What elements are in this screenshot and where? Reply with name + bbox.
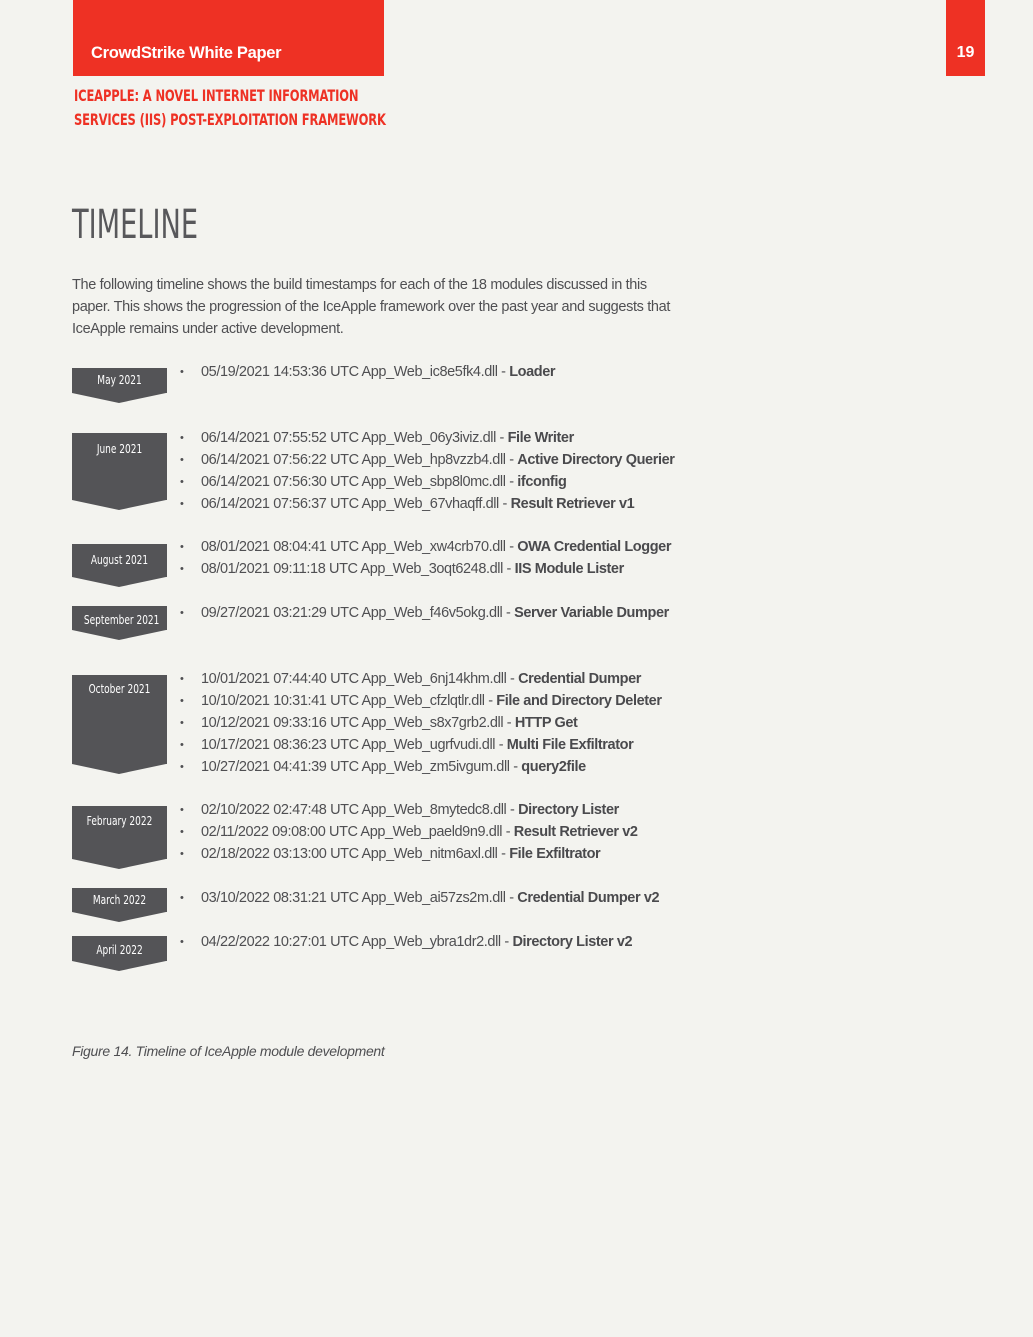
timeline-entries-june-2021 — [180, 427, 675, 515]
timeline-tag-october-2021 — [72, 675, 167, 764]
list-item: • 10/12/2021 09:33:16 UTC App_Web_s8x7grb2.dll - HTTP Get — [180, 712, 662, 734]
page-number: 19 — [956, 44, 975, 61]
timeline-entries-march-2022 — [180, 887, 659, 909]
timeline-tag-may-2021 — [72, 368, 167, 393]
list-item: • 05/19/2021 14:53:36 UTC App_Web_ic8e5fk4.dll - Loader — [180, 361, 555, 383]
subtitle-line-2: SERVICES (IIS) POST-EXPLOITATION FRAMEWORK — [74, 110, 386, 129]
timeline-tag-label: August 2021 — [90, 553, 149, 567]
timeline-entries-september-2021 — [180, 602, 669, 624]
timeline-tag-label: October 2021 — [88, 682, 151, 696]
list-item: • 08/01/2021 08:04:41 UTC App_Web_xw4crb70.dll - OWA Credential Logger — [180, 536, 671, 558]
list-item: • 04/22/2022 10:27:01 UTC App_Web_ybra1dr2.dll - Directory Lister v2 — [180, 931, 632, 953]
brand-title: CrowdStrike White Paper — [91, 44, 282, 62]
timeline-tag-label: February 2022 — [86, 814, 153, 828]
page-number-box — [946, 0, 985, 76]
intro-paragraph: The following timeline shows the build timestamps for each of the 18 modules discussed in this paper. This shows the progression of the IceApple framework over the past year and suggests that IceApple remains under active development. — [72, 277, 671, 337]
timeline-tag-august-2021 — [72, 544, 167, 577]
timeline-tag-label: September 2021 — [83, 613, 160, 627]
list-item: • 03/10/2022 08:31:21 UTC App_Web_ai57zs2m.dll - Credential Dumper v2 — [180, 887, 659, 909]
document-subtitle — [74, 84, 386, 132]
timeline-tag-february-2022 — [72, 806, 167, 859]
list-item: • 06/14/2021 07:56:37 UTC App_Web_67vhaqff.dll - Result Retriever v1 — [180, 493, 675, 515]
list-item: • 08/01/2021 09:11:18 UTC App_Web_3oqt6248.dll - IIS Module Lister — [180, 558, 671, 580]
list-item: • 10/10/2021 10:31:41 UTC App_Web_cfzlqtlr.dll - File and Directory Deleter — [180, 690, 662, 712]
list-item: • 10/27/2021 04:41:39 UTC App_Web_zm5ivgum.dll - query2file — [180, 756, 662, 778]
list-item: • 02/11/2022 09:08:00 UTC App_Web_paeld9n9.dll - Result Retriever v2 — [180, 821, 638, 843]
list-item: • 06/14/2021 07:56:30 UTC App_Web_sbp8l0mc.dll - ifconfig — [180, 471, 675, 493]
list-item: • 10/17/2021 08:36:23 UTC App_Web_ugrfvudi.dll - Multi File Exfiltrator — [180, 734, 662, 756]
header-brand-box — [73, 0, 384, 76]
timeline-tag-label: May 2021 — [97, 373, 142, 387]
timeline-tag-june-2021 — [72, 433, 167, 500]
list-item: • 09/27/2021 03:21:29 UTC App_Web_f46v5okg.dll - Server Variable Dumper — [180, 602, 669, 624]
section-title: TIMELINE — [72, 202, 199, 248]
list-item: • 02/10/2022 02:47:48 UTC App_Web_8mytedc8.dll - Directory Lister — [180, 799, 638, 821]
timeline-tag-april-2022 — [72, 936, 167, 961]
list-item: • 10/01/2021 07:44:40 UTC App_Web_6nj14khm.dll - Credential Dumper — [180, 668, 662, 690]
list-item: • 06/14/2021 07:55:52 UTC App_Web_06y3iviz.dll - File Writer — [180, 427, 675, 449]
timeline-entries-may-2021 — [180, 361, 555, 383]
timeline-entries-april-2022 — [180, 931, 632, 953]
timeline-entries-august-2021 — [180, 536, 671, 580]
list-item: • 06/14/2021 07:56:22 UTC App_Web_hp8vzzb4.dll - Active Directory Querier — [180, 449, 675, 471]
subtitle-line-1: ICEAPPLE: A NOVEL INTERNET INFORMATION — [74, 86, 359, 105]
timeline-entries-february-2022 — [180, 799, 638, 865]
timeline-tag-september-2021 — [72, 606, 167, 630]
list-item: • 02/18/2022 03:13:00 UTC App_Web_nitm6axl.dll - File Exfiltrator — [180, 843, 638, 865]
figure-caption: Figure 14. Timeline of IceApple module development — [72, 1043, 385, 1059]
timeline-tag-label: April 2022 — [96, 943, 143, 957]
timeline-entries-october-2021 — [180, 668, 662, 778]
timeline-tag-label: June 2021 — [96, 442, 143, 456]
timeline-tag-label: March 2022 — [92, 893, 147, 907]
timeline-tag-march-2022 — [72, 888, 167, 912]
